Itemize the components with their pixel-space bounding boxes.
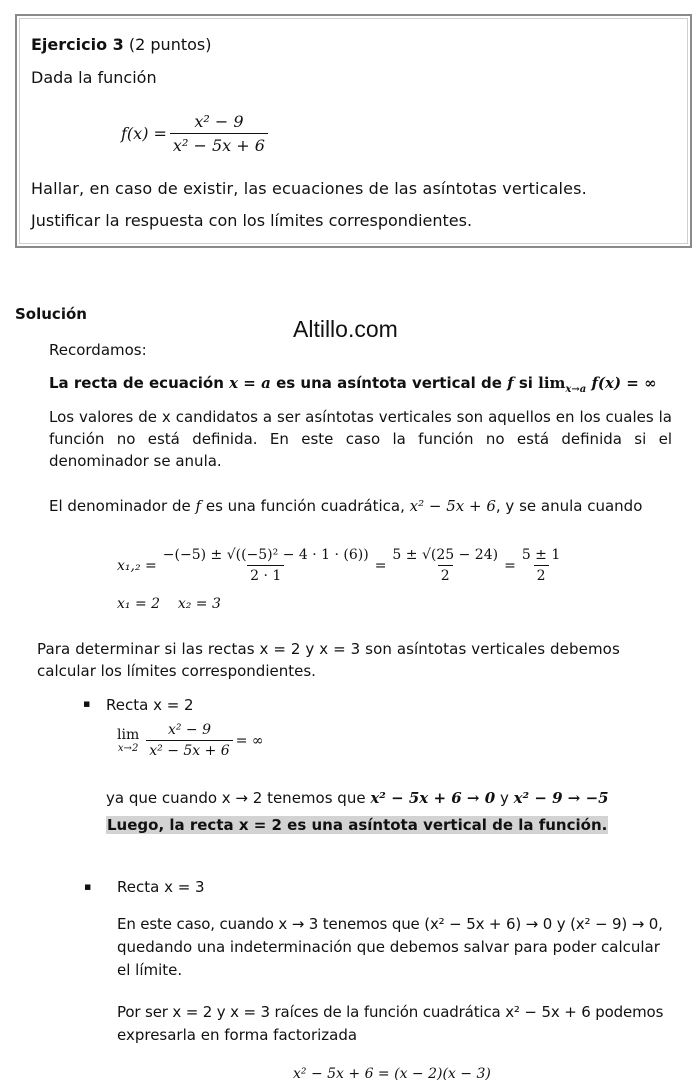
exercise-task-line2: Justificar la respuesta con los límites correspondientes. [31,211,473,230]
case1-reason-b: x² − 5x + 6 → 0 [370,789,496,807]
case1-limit [117,722,264,759]
case1-lim-sub: x→2 [117,743,139,754]
function-definition [121,112,271,155]
case2-factored: x² − 5x + 6 = (x − 2)(x − 3) [293,1066,491,1082]
determine-line2: calcular los límites correspondientes. [37,662,316,680]
quadratic-den-2: 2 [438,565,453,584]
definition-f: f [507,374,514,392]
definition-lim-sub: x→a [565,384,587,395]
exercise-heading [31,35,211,54]
case1-denominator: x² − 5x + 6 [146,740,232,759]
case1-numerator: x² − 9 [167,722,211,738]
roots-line: x₁ = 2 x₂ = 3 [117,596,221,612]
function-fraction [170,112,268,155]
case1-reason-c: y [499,789,509,807]
candidates-paragraph: Los valores de x candidatos a ser asíntotas verticales son aquellos en los cuales la función no está definida. En este caso la función no está definida si el denominador se anula. [49,408,672,470]
denominator-expr: x² − 5x + 6 [409,497,496,515]
definition-line [49,374,657,395]
case1-bullet: ▪ [83,697,91,710]
recall-text: Recordamos: [49,341,147,359]
watermark: Altillo.com [293,316,398,342]
quadratic-den-1: 2 · 1 [247,565,284,584]
case1-reason-a: ya que cuando x → 2 tenemos que [106,789,366,807]
case2-text1-line3: el límite. [117,961,183,979]
denominator-part-a: El denominador de [49,497,191,515]
quadratic-num-2: 5 ± √(25 − 24) [392,547,499,563]
case2-bullet: ▪ [84,880,92,893]
case2-text1-line2: quedando una indeterminación que debemos salvar para poder calcular [117,938,660,956]
case2-label: Recta x = 3 [117,878,205,896]
quadratic-num-3: 5 ± 1 [521,547,561,563]
definition-lim: lim [538,374,566,392]
exercise-intro: Dada la función [31,68,157,87]
definition-part-c: si [518,374,533,392]
quadratic-fraction-2 [389,547,501,584]
case1-conclusion: Luego, la recta x = 2 es una asíntota vertical de la función. [107,816,608,834]
function-lhs: f(x) = [121,124,167,143]
case1-reason-d: x² − 9 → −5 [513,789,609,807]
definition-part-d: f(x) = ∞ [591,374,657,392]
function-numerator: x² − 9 [194,112,244,131]
exercise-points: (2 puntos) [128,35,212,54]
quadratic-fraction-3 [519,547,563,584]
quadratic-num-1: −(−5) ± √((−5)² − 4 · 1 · (6)) [162,547,369,563]
definition-part-b: es una asíntota vertical de [276,374,502,392]
definition-part-a: La recta de ecuación [49,374,224,392]
denominator-f: f [195,497,202,515]
exercise-title: Ejercicio 3 [31,35,124,54]
case2-text1-line1: En este caso, cuando x → 3 tenemos que (x² − 5x + 6) → 0 y (x² − 9) → 0, [117,915,663,933]
case1-reason [106,789,609,807]
case2-text2-line2: expresarla en forma factorizada [117,1026,358,1044]
denominator-line [49,497,642,515]
case1-fraction [146,722,232,759]
definition-equation: x = a [229,374,271,392]
quadratic-fraction-1 [160,547,372,584]
denominator-part-c: , y se anula cuando [495,497,643,515]
case1-lim: lim [117,727,140,743]
determine-line1: Para determinar si las rectas x = 2 y x = 3 son asíntotas verticales debemos [37,640,620,658]
quadratic-lhs: x₁,₂ = [117,557,157,574]
exercise-task-line1: Hallar, en caso de existir, las ecuaciones de las asíntotas verticales. [31,179,587,198]
denominator-part-b: es una función cuadrática, [205,497,405,515]
case1-lim-block [117,727,139,754]
quadratic-formula: x₁,₂ = $\frac{\text{−(−5) ± √((−5)² − 4 · 1 · (6))}}{2 \cdot 1}$ = $\frac{5 \pm √(25 - 24)}{2}$ = $\frac{5 \pm 1}{2}$ [117,547,566,584]
case1-result: = ∞ [235,732,264,749]
function-denominator: x² − 5x + 6 [170,133,268,155]
case2-text2-line1: Por ser x = 2 y x = 3 raíces de la función cuadrática x² − 5x + 6 podemos [117,1003,664,1021]
solution-heading: Solución [15,305,87,323]
case1-label: Recta x = 2 [106,696,194,714]
quadratic-den-3: 2 [534,565,549,584]
